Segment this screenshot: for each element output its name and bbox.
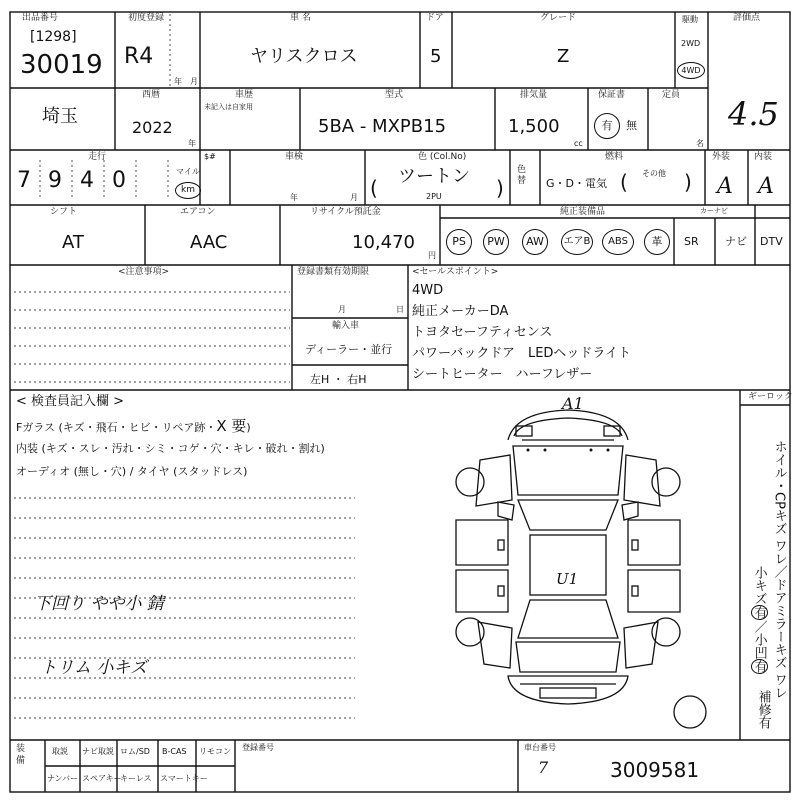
chassis-label: 車台番号 [524,743,556,752]
color-label: 色 (Col.No) [418,152,467,162]
warranty-no: 無 [626,119,637,132]
shaken-year: 年 [290,193,298,202]
warranty-yes: 有 [594,113,620,139]
side-col-repair: 補修有 [755,690,771,729]
equip-aw: AW [522,229,548,255]
footer-cell-keyless: キーレス [120,774,152,783]
color-paren-open: ( [370,176,378,200]
side-col-scratch-c: ／小凹 [751,620,767,659]
history-sub: 未記入は自家用 [204,103,253,111]
caution-label: <注意事項> [118,267,170,277]
reg-deadline-label: 登録書類有効期限 [297,267,370,277]
sales-point-3: トヨタセーフティセンス [412,325,553,340]
dealer-label: ディーラー・並行 [305,343,393,356]
equip-leather: 革 [644,229,670,255]
displacement-label: 排気量 [520,90,548,100]
glass-line-text: Fガラス (キズ・飛石・ヒビ・リペア跡・ [16,421,217,434]
footer-equip-label: 装備 [16,744,26,766]
equip-label: 純正装備品 [560,207,606,217]
year-value: 2022 [132,118,173,137]
reg-month: 月 [338,305,346,314]
exterior-label: 外装 [712,152,731,162]
footer-cell-bcas: B-CAS [162,747,187,756]
equip-dtv: DTV [760,235,783,248]
side-col-scratch [752,566,766,674]
gear-lock-label: ギーロック [748,392,793,402]
ac-value: AAC [190,232,228,253]
fuel-paren-open: ( [620,170,628,194]
footer-cell-manual: 取説 [52,747,68,756]
reg-day: 日 [396,305,404,314]
chassis-mark: 7 [538,758,549,777]
shaken-month: 月 [350,193,358,202]
displacement-value: 1,500 [508,116,560,137]
first-reg-value: R4 [124,44,154,69]
mileage-digit-1: 7 [17,168,31,193]
mileage-digit-4: 0 [112,168,126,193]
diagram-mark-roof: U1 [556,570,579,588]
hand-note-trim: トリム 小キズ [40,658,148,678]
grade-label: グレード [540,13,577,23]
color-code: 2PU [426,192,442,201]
sales-point-2: 純正メーカーDA [412,304,509,319]
fuel-value: G・D・電気 [546,177,607,190]
equip-airbag: エアB [561,229,593,255]
interior-line: 内装 (キズ・スレ・汚れ・シミ・コゲ・穴・キレ・破れ・割れ) [16,442,325,455]
lot-number: 30019 [20,50,103,80]
recycle-unit: 円 [428,251,436,260]
audio-line: オーディオ (無し・穴) / タイヤ (スタッドレス) [16,465,248,478]
fuel-paren-close: ) [684,170,692,194]
import-label: 輸入車 [332,321,360,331]
exterior-value: A [717,174,733,199]
year-mark: 年 [174,77,182,86]
recycle-label: リサイクル預託金 [310,207,381,217]
equip-navi: ナビ [725,235,747,248]
equip-abs: ABS [602,229,634,255]
seats-label: 定員 [662,90,681,100]
recycle-value: 10,470 [352,232,415,253]
year-mark-2: 年 [188,139,196,148]
sales-point-5: シートヒーター ハーフレザー [412,367,593,382]
model-label: 車 名 [290,13,311,23]
mileage-label: 走行 [88,152,107,162]
drive-label: 駆動 [682,15,698,24]
shift-label: シフト [50,207,78,217]
sales-point-4: パワーバックドア LEDヘッドライト [412,346,632,361]
footer-cell-navi-manual: ナビ取説 [82,747,114,756]
lot-bracket: [1298] [30,29,77,45]
mileage-unit-km: km [175,182,201,199]
chassis-value: 3009581 [610,758,700,782]
inspection-title: < 検査員記入欄 > [16,394,125,409]
side-col-scratch-d: 有 [751,660,767,673]
interior-value: A [758,174,774,199]
grade-value: Z [557,46,570,67]
shaken-label: 車検 [285,152,304,162]
displacement-unit: cc [574,139,583,148]
doors-value: 5 [430,46,442,67]
sales-point-1: 4WD [412,283,444,298]
color-change-label: 色替 [517,165,527,186]
glass-end: ) [246,421,251,434]
drive-2wd: 2WD [681,39,701,48]
interior-label: 内装 [754,152,773,162]
prefecture: 埼玉 [42,106,78,127]
color-value: ツートン [398,166,470,187]
type-label: 型式 [385,90,404,100]
score-value: 4.5 [728,95,779,133]
fuel-label: 燃料 [605,152,624,162]
month-mark: 月 [190,77,198,86]
history-label: 車歴 [235,90,254,100]
glass-mark: X 要 [216,417,247,435]
warranty-label: 保証書 [598,90,626,100]
diagram-mark-front: A1 [562,394,584,413]
shift-value: AT [62,232,84,253]
side-col-scratch-b: 有 [751,606,767,619]
footer-cell-plate: ナンバー [47,774,79,783]
side-col-damage: ホイル・CPキズ ワレ／ドアミラーキズ ワレ [771,440,787,700]
sales-label: <セールスポイント> [412,267,499,277]
usd-mark: $# [204,152,216,161]
equip-pw: PW [483,229,509,255]
equip-ps: PS [446,229,472,255]
footer-cell-spare-key: スペアキー [82,774,122,783]
seats-unit: 名 [696,139,704,148]
color-paren-close: ) [496,176,504,200]
fuel-other: その他 [642,169,666,178]
footer-cell-rom: ロム/SD [120,747,150,756]
type-value: 5BA - MXPB15 [318,116,447,137]
footer-cell-remote: リモコン [199,747,231,756]
drive-4wd: 4WD [677,62,705,79]
model-value: ヤリスクロス [250,46,358,67]
hand-note-underbody: 下回り やや小 錆 [34,594,164,614]
reg-no-label: 登録番号 [242,743,274,752]
lot-label: 出品番号 [22,13,59,23]
equip-sr: SR [684,235,699,248]
first-reg-label: 初度登録 [128,13,165,23]
doors-label: ドア [426,13,444,23]
carnavi-label: カーナビ [700,207,728,215]
year-label: 西暦 [142,90,161,100]
mileage-digit-2: 9 [48,168,62,193]
mileage-unit-mile: マイル [176,167,200,176]
footer-cell-smart-key: スマートキー [160,774,208,783]
ac-label: エアコン [180,207,216,217]
score-label: 評価点 [733,13,761,23]
steering-label: 左H ・ 右H [310,373,367,386]
side-col-scratch-a: 小キズ [751,566,767,605]
mileage-digit-3: 4 [80,168,94,193]
